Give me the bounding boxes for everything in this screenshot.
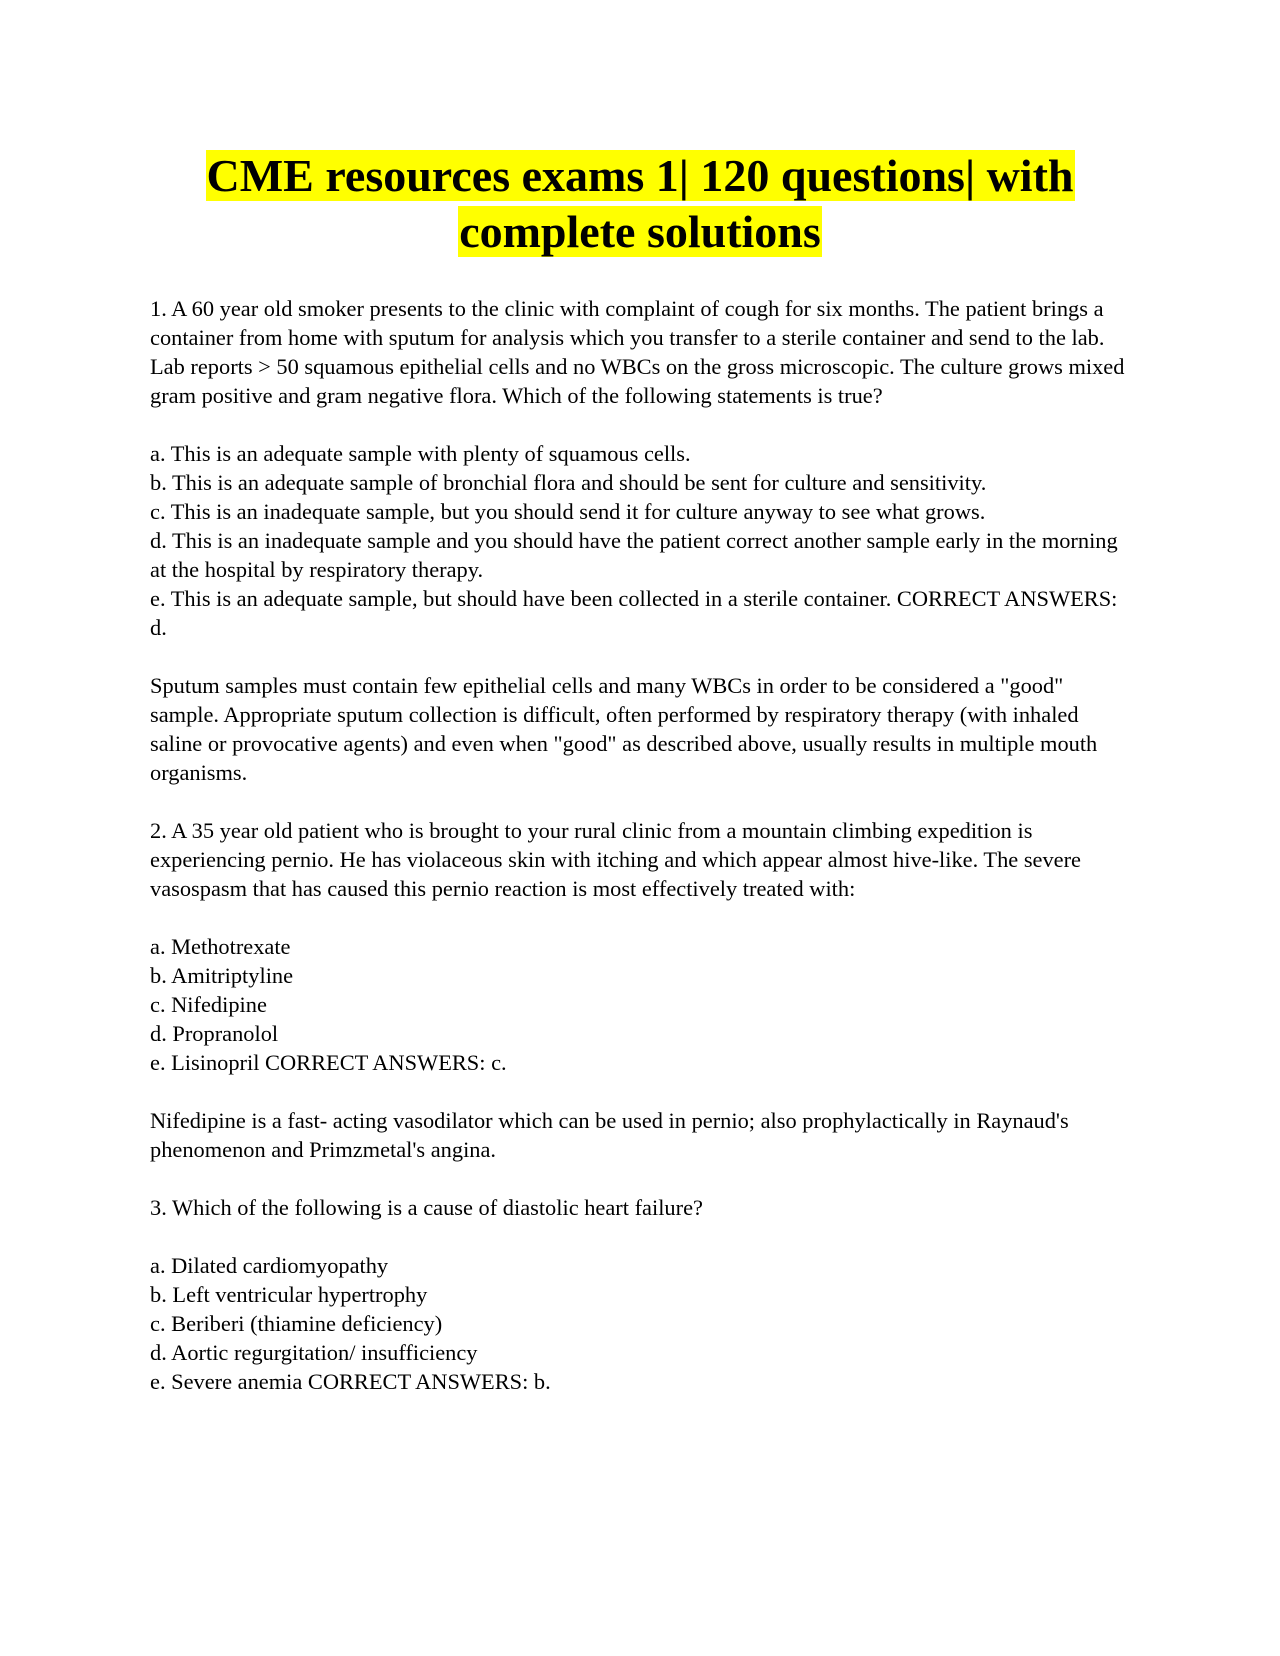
question-3-option-e: e. Severe anemia CORRECT ANSWERS: b. xyxy=(150,1369,551,1394)
question-2-explanation: Nifedipine is a fast- acting vasodilator which can be used in pernio; also prophylactically in Raynaud's phenomenon and Primzmetal's angina. xyxy=(150,1108,1069,1162)
question-1-option-e: e. This is an adequate sample, but should have been collected in a sterile container. CORRECT ANSWERS: d. xyxy=(150,586,1118,640)
title-line-1: CME resources exams 1| 120 questions| with xyxy=(206,150,1074,201)
question-3-option-d: d. Aortic regurgitation/ insufficiency xyxy=(150,1340,478,1365)
question-3-option-b: b. Left ventricular hypertrophy xyxy=(150,1282,428,1307)
title-line-2: complete solutions xyxy=(459,206,821,257)
question-2-option-e: e. Lisinopril CORRECT ANSWERS: c. xyxy=(150,1050,507,1075)
question-1-option-c: c. This is an inadequate sample, but you should send it for culture anyway to see what grows. xyxy=(150,499,986,524)
question-2-option-c: c. Nifedipine xyxy=(150,992,267,1017)
question-1-stem: 1. A 60 year old smoker presents to the clinic with complaint of cough for six months. The patient brings a container from home with sputum for analysis which you transfer to a sterile container and send to the lab. Lab reports > 50 squamous epithelial cells and no WBCs on the gross microscopic. The culture grows mixed gram positive and gram negative flora. Which of the following statements is true? xyxy=(150,296,1125,408)
question-3-option-a: a. Dilated cardiomyopathy xyxy=(150,1253,389,1278)
document-title xyxy=(140,148,1140,260)
question-1-option-b: b. This is an adequate sample of bronchial flora and should be sent for culture and sensitivity. xyxy=(150,470,987,495)
question-3-stem: 3. Which of the following is a cause of diastolic heart failure? xyxy=(150,1195,703,1220)
question-1-option-a: a. This is an adequate sample with plenty of squamous cells. xyxy=(150,441,691,466)
question-2-option-a: a. Methotrexate xyxy=(150,934,291,959)
document-body xyxy=(150,294,1135,1396)
question-1-explanation: Sputum samples must contain few epithelial cells and many WBCs in order to be considered a "good" sample. Appropriate sputum collection is difficult, often performed by respiratory therapy (with inhaled saline or provocative agents) and even when "good" as described above, usually results in multiple mouth organisms. xyxy=(150,673,1098,785)
question-1-option-d: d. This is an inadequate sample and you should have the patient correct another sample early in the morning at the hospital by respiratory therapy. xyxy=(150,528,1118,582)
question-2-option-d: d. Propranolol xyxy=(150,1021,279,1046)
question-2-option-b: b. Amitriptyline xyxy=(150,963,294,988)
question-2-stem: 2. A 35 year old patient who is brought to your rural clinic from a mountain climbing expedition is experiencing pernio. He has violaceous skin with itching and which appear almost hive-like. The severe vasospasm that has caused this pernio reaction is most effectively treated with: xyxy=(150,818,1081,901)
question-3-option-c: c. Beriberi (thiamine deficiency) xyxy=(150,1311,443,1336)
